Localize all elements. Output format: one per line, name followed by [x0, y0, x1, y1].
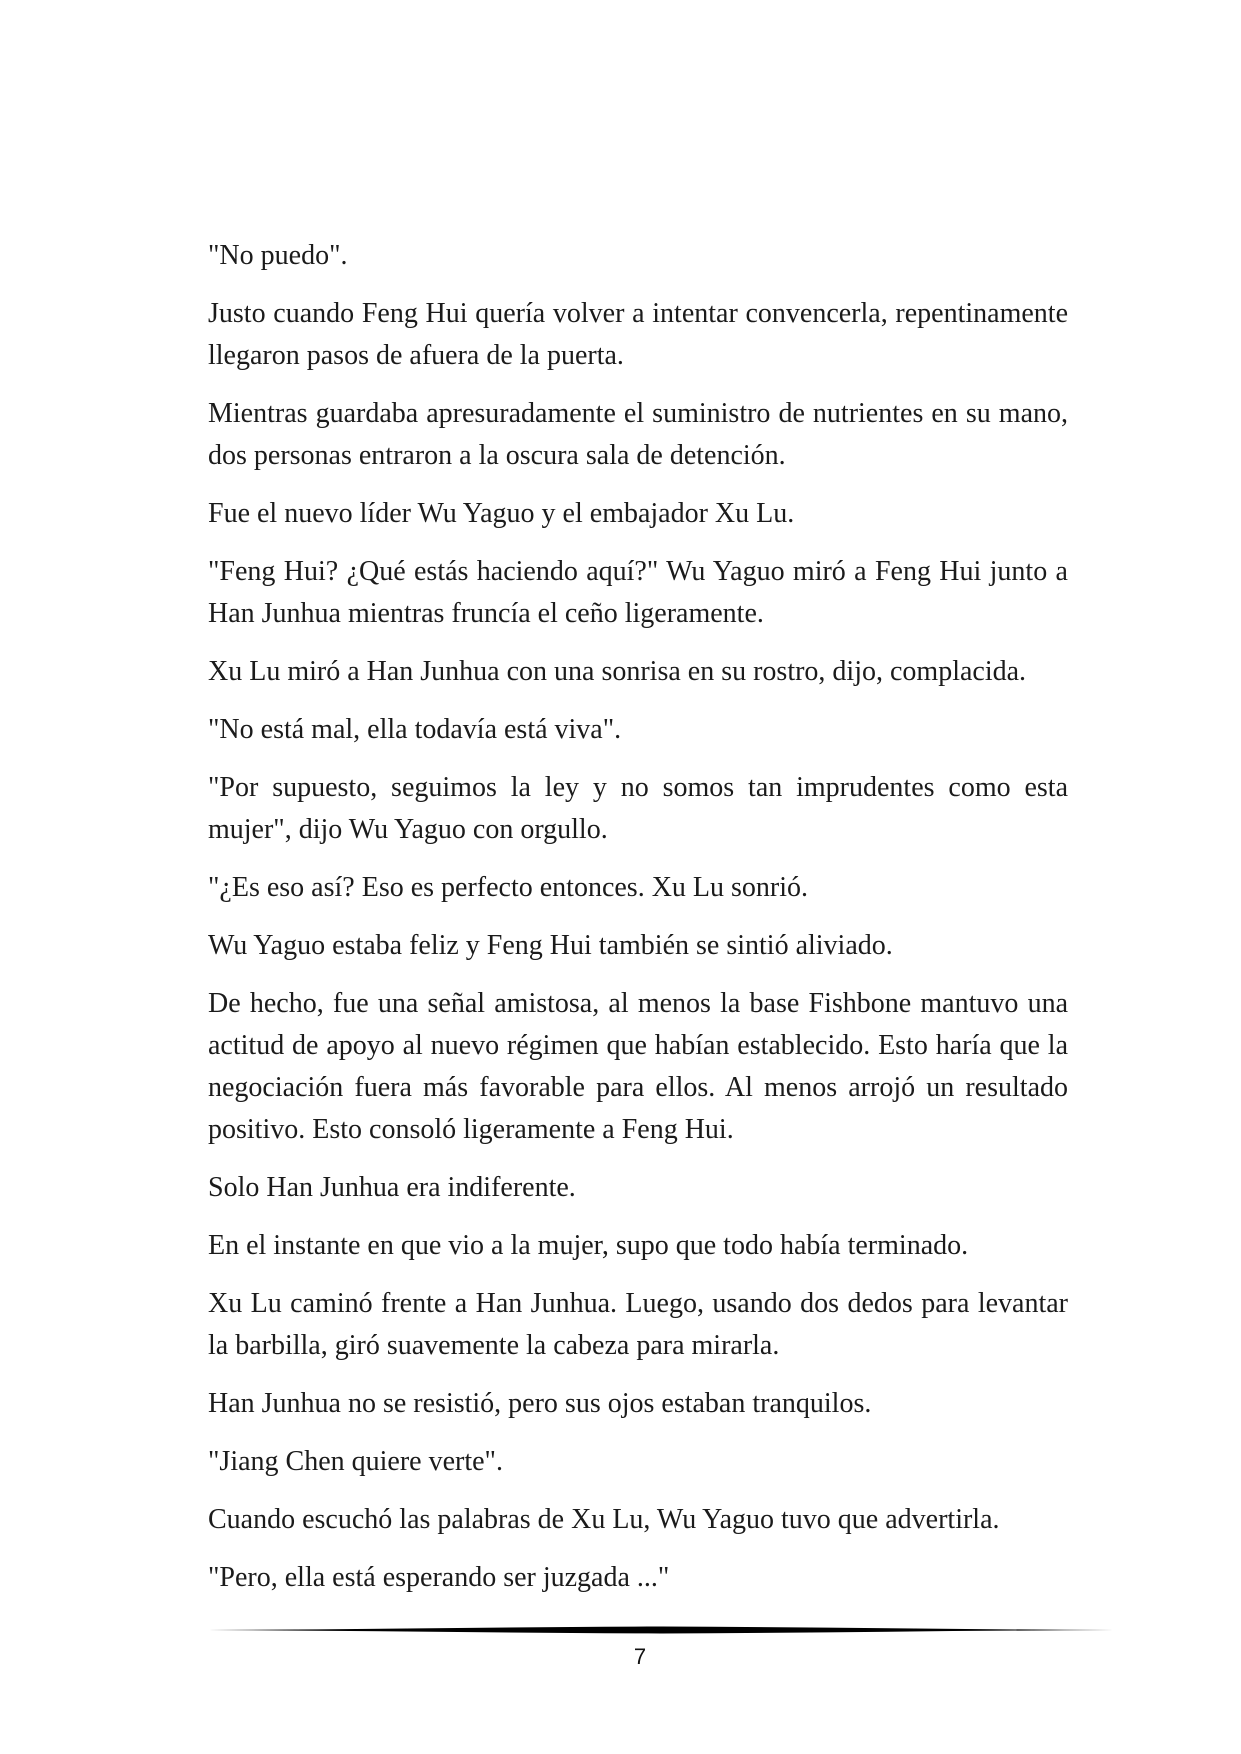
paragraph-17: Cuando escuchó las palabras de Xu Lu, Wu Yaguo tuvo que advertirla. — [208, 1504, 1000, 1535]
paragraph-11: De hecho, fue una señal amistosa, al menos la base Fishbone mantuvo una actitud de apoyo al nuevo régimen que habían establecido. Esto haría que la negociación fuera más favorable para ellos. Al menos arrojó un resultado positivo. Esto consoló ligeramente a Feng Hui. — [208, 988, 1068, 1145]
paragraph-8: "Por supuesto, seguimos la ley y no somos tan imprudentes como esta mujer", dijo Wu Yaguo con orgullo. — [208, 772, 1068, 845]
paragraph-14: Xu Lu caminó frente a Han Junhua. Luego, usando dos dedos para levantar la barbilla, giró suavemente la cabeza para mirarla. — [208, 1288, 1068, 1361]
footer-rule — [208, 1625, 1114, 1635]
paragraph-6: Xu Lu miró a Han Junhua con una sonrisa en su rostro, dijo, complacida. — [208, 656, 1027, 687]
paragraph-9: "¿Es eso así? Eso es perfecto entonces. Xu Lu sonrió. — [208, 872, 809, 903]
page-number: 7 — [633, 1644, 647, 1669]
paragraph-18: "Pero, ella está esperando ser juzgada ..." — [208, 1562, 670, 1593]
paragraph-10: Wu Yaguo estaba feliz y Feng Hui también se sintió aliviado. — [208, 930, 893, 961]
paragraph-12: Solo Han Junhua era indiferente. — [208, 1172, 576, 1203]
paragraph-5: "Feng Hui? ¿Qué estás haciendo aquí?" Wu Yaguo miró a Feng Hui junto a Han Junhua mientras fruncía el ceño ligeramente. — [208, 556, 1068, 629]
paragraph-15: Han Junhua no se resistió, pero sus ojos estaban tranquilos. — [208, 1388, 872, 1419]
paragraph-13: En el instante en que vio a la mujer, supo que todo había terminado. — [208, 1230, 969, 1261]
paragraph-7: "No está mal, ella todavía está viva". — [208, 714, 622, 745]
paragraph-2: Justo cuando Feng Hui quería volver a intentar convencerla, repentinamente llegaron pasos de afuera de la puerta. — [208, 298, 1068, 371]
body-text — [208, 235, 1068, 1615]
paragraph-1: "No puedo". — [208, 240, 348, 271]
paragraph-3: Mientras guardaba apresuradamente el suministro de nutrientes en su mano, dos personas entraron a la oscura sala de detención. — [208, 398, 1068, 471]
paragraph-16: "Jiang Chen quiere verte". — [208, 1446, 503, 1477]
paragraph-4: Fue el nuevo líder Wu Yaguo y el embajador Xu Lu. — [208, 498, 795, 529]
